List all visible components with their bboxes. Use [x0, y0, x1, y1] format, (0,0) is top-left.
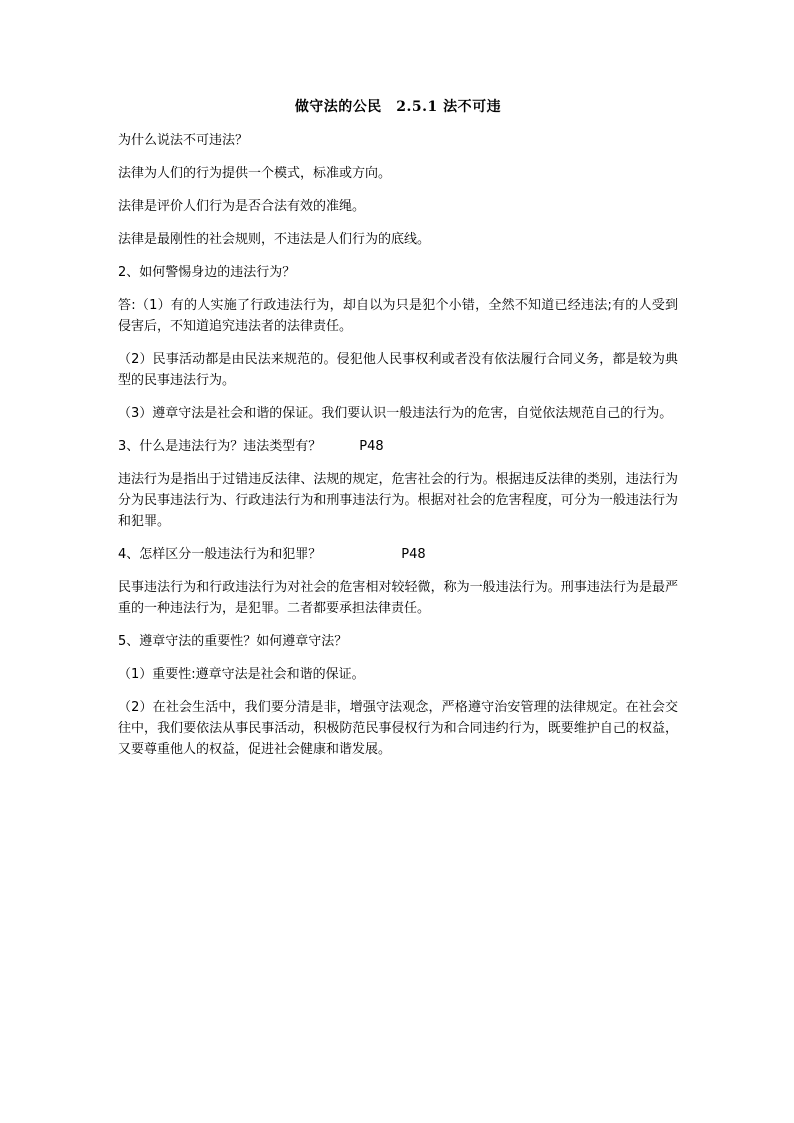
paragraph	[118, 295, 678, 337]
paragraph	[118, 697, 678, 760]
page-reference: P48	[359, 439, 384, 454]
paragraph-text: 法律是最刚性的社会规则，不违法是人们行为的底线。	[118, 232, 431, 247]
question-heading	[118, 544, 678, 565]
paragraph	[118, 229, 678, 250]
page-reference: P48	[401, 547, 426, 562]
paragraph	[118, 469, 678, 532]
paragraph-text: 违法行为是指出于过错违反法律、法规的规定，危害社会的行为。根据违反法律的类别，违法行为分为民事违法行为、行政违法行为和刑事违法行为。根据对社会的危害程度，可分为一般违法行为和犯罪。	[118, 472, 678, 529]
paragraph-text: 法律是评价人们行为是否合法有效的准绳。	[118, 199, 366, 214]
paragraph-text: 3、什么是违法行为？违法类型有？	[118, 439, 322, 454]
paragraph-text: （1）重要性:遵章守法是社会和谐的保证。	[118, 667, 365, 682]
paragraph-text: 为什么说法不可违法？	[118, 133, 249, 148]
document-page	[118, 96, 678, 772]
paragraph-text: （3）遵章守法是社会和谐的保证。我们要认识一般违法行为的危害，自觉依法规范自己的行为。	[118, 406, 673, 421]
paragraph	[118, 349, 678, 391]
paragraph	[118, 130, 678, 151]
paragraph-text: 2、如何警惕身边的违法行为？	[118, 265, 296, 280]
paragraph-text: 法律为人们的行为提供一个模式，标准或方向。	[118, 166, 392, 181]
paragraph-text: 民事违法行为和行政违法行为对社会的危害相对较轻微，称为一般违法行为。刑事违法行为是最严重的一种违法行为，是犯罪。二者都要承担法律责任。	[118, 580, 678, 616]
paragraph	[118, 403, 678, 424]
question-heading	[118, 262, 678, 283]
paragraph-text: 答:（1）有的人实施了行政违法行为，却自以为只是犯个小错，全然不知道已经违法;有的人受到侵害后，不知道追究违法者的法律责任。	[118, 298, 678, 334]
paragraph-text: 5、遵章守法的重要性？如何遵章守法？	[118, 634, 348, 649]
paragraph-text: （2）在社会生活中，我们要分清是非，增强守法观念，严格遵守治安管理的法律规定。在社会交往中，我们要依法从事民事活动，积极防范民事侵权行为和合同违约行为，既要维护自己的权益，又要尊重他人的权益，促进社会健康和谐发展。	[118, 700, 678, 757]
question-heading	[118, 631, 678, 652]
paragraph	[118, 196, 678, 217]
paragraph	[118, 163, 678, 184]
document-title: 做守法的公民 2.5.1 法不可违	[294, 99, 502, 115]
paragraph-text: （2）民事活动都是由民法来规范的。侵犯他人民事权利或者没有依法履行合同义务，都是较为典型的民事违法行为。	[118, 352, 678, 388]
paragraph	[118, 577, 678, 619]
paragraph	[118, 664, 678, 685]
paragraph-text: 4、怎样区分一般违法行为和犯罪？	[118, 547, 322, 562]
question-heading	[118, 436, 678, 457]
